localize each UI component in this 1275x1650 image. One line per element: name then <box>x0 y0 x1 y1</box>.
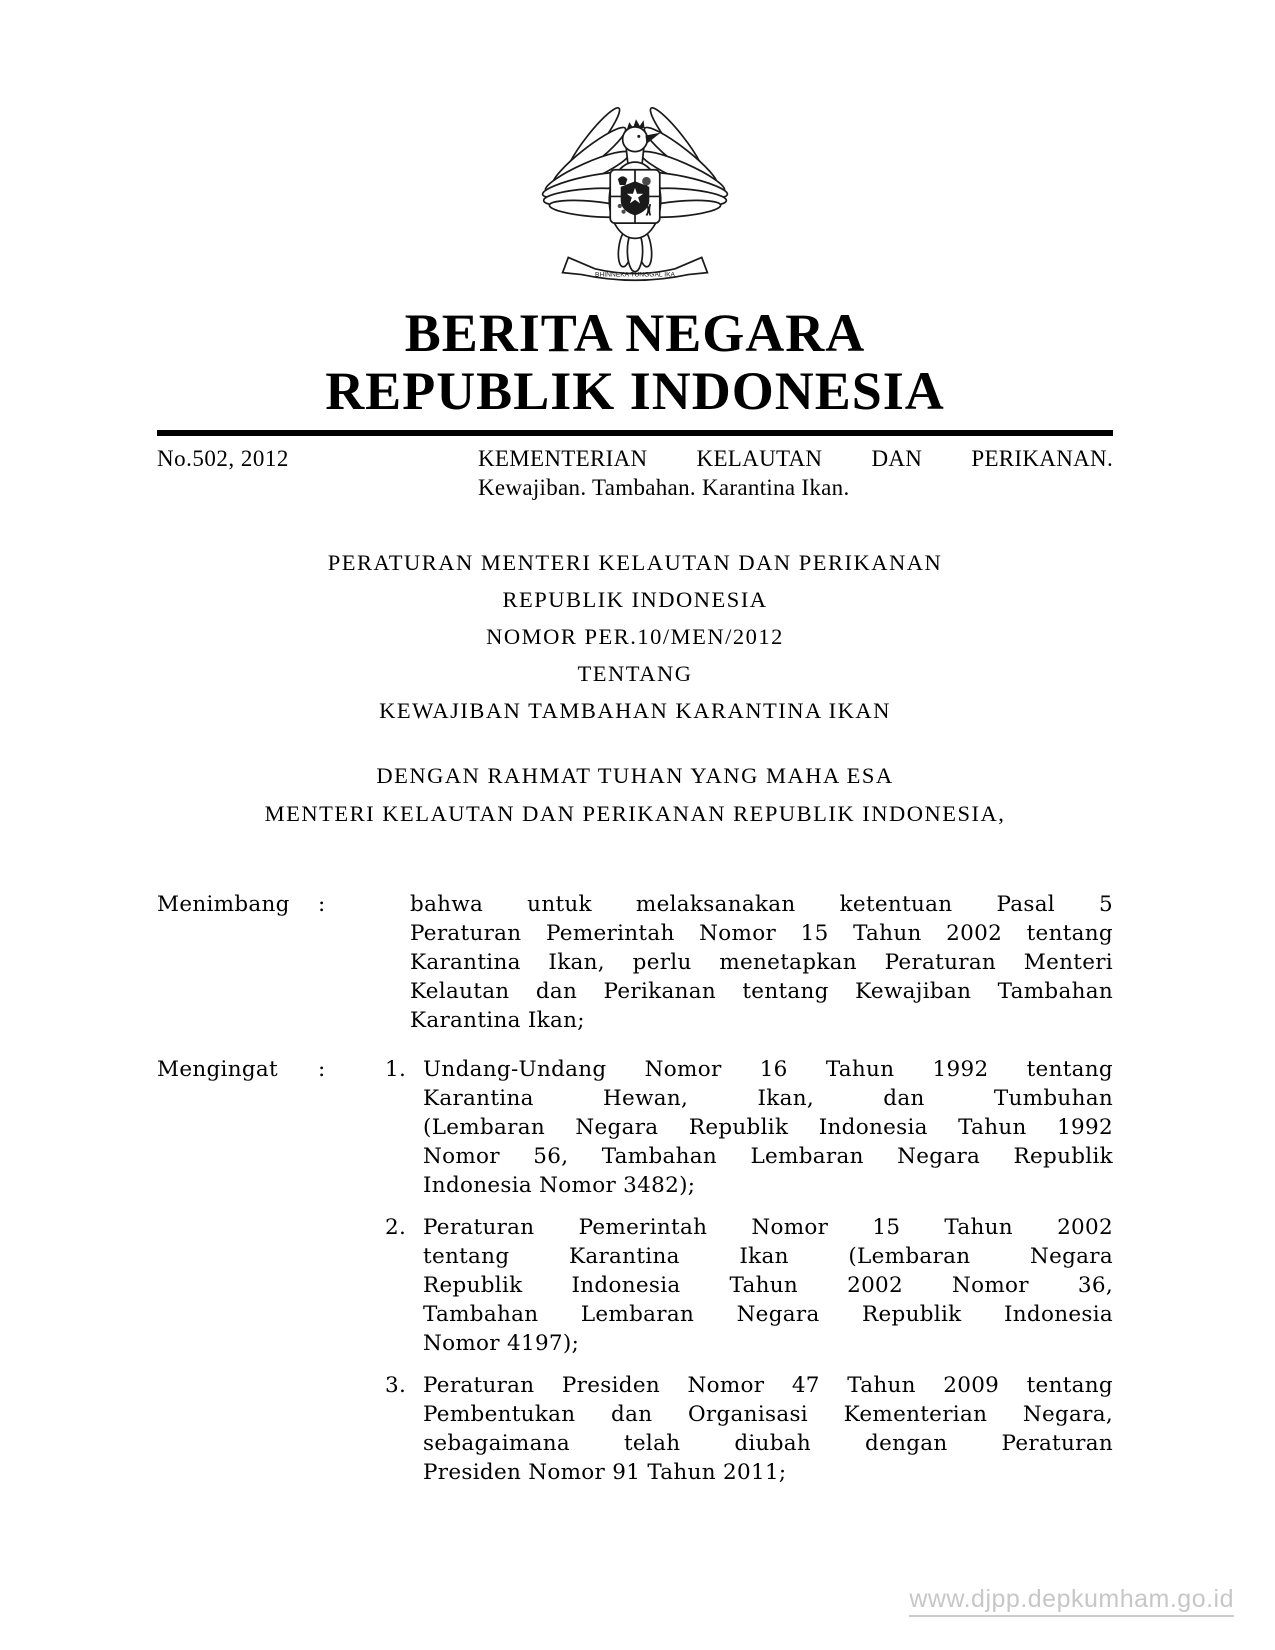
item-line: Presiden Nomor 91 Tahun 2011; <box>423 1460 787 1485</box>
regulation-title <box>157 544 1113 729</box>
mengingat-item-2 <box>385 1213 1113 1358</box>
regulation-number: NOMOR PER.10/MEN/2012 <box>486 624 784 649</box>
menimbang-line: Kelautan dan Perikanan tentang Kewajiban Tambahan <box>410 979 1113 1004</box>
regulation-title-line2: REPUBLIK INDONESIA <box>502 587 768 612</box>
eye <box>637 135 640 138</box>
menimbang-label: Menimbang <box>157 892 290 917</box>
chain-symbol <box>618 204 622 208</box>
motto-text: BHINNEKA TUNGGAL IKA <box>595 271 675 279</box>
item-number: 3. <box>385 1373 407 1398</box>
gazette-subject-line2: Kewajiban. Tambahan. Karantina Ikan. <box>478 475 850 500</box>
item-line: Peraturan Presiden Nomor 47 Tahun 2009 tentang <box>423 1373 1113 1398</box>
watermark-url: www.djpp.depkumham.go.id <box>909 1585 1234 1617</box>
item-line: sebagaimana telah diubah dengan Peraturan <box>423 1431 1113 1456</box>
item-line: Karantina Hewan, Ikan, dan Tumbuhan <box>423 1086 1113 1111</box>
item-number: 1. <box>385 1057 407 1082</box>
clause-menimbang <box>157 890 1113 1035</box>
mengingat-colon: : <box>318 1057 326 1082</box>
preamble <box>157 757 1113 833</box>
masthead-title-line2: REPUBLIK INDONESIA <box>325 361 945 421</box>
gazette-subject-line1: KEMENTERIAN KELAUTAN DAN PERIKANAN. <box>478 446 1113 471</box>
clauses <box>157 890 1113 1487</box>
mengingat-item-3 <box>385 1371 1113 1487</box>
menimbang-body <box>385 890 1113 1035</box>
menimbang-colon: : <box>318 892 326 917</box>
menimbang-line: Karantina Ikan; <box>410 1008 585 1033</box>
menimbang-line: Karantina Ikan, perlu menetapkan Peraturan Menteri <box>410 950 1113 975</box>
item-line: Peraturan Pemerintah Nomor 15 Tahun 2002 <box>423 1215 1113 1240</box>
item-line: Nomor 56, Tambahan Lembaran Negara Republik <box>423 1144 1113 1169</box>
masthead-title <box>157 304 1113 420</box>
menimbang-line: Peraturan Pemerintah Nomor 15 Tahun 2002 tentang <box>410 921 1113 946</box>
item-line: Indonesia Nomor 3482); <box>423 1173 696 1198</box>
regulation-tentang: TENTANG <box>577 661 693 686</box>
emblem-container <box>157 84 1113 286</box>
mengingat-item-1 <box>385 1055 1113 1200</box>
gazette-header-row <box>157 444 1113 502</box>
regulation-subject: KEWAJIBAN TAMBAHAN KARANTINA IKAN <box>379 698 891 723</box>
item-line: Nomor 4197); <box>423 1331 580 1356</box>
menimbang-line: bahwa untuk melaksanakan ketentuan Pasal 5 <box>410 892 1113 917</box>
item-text <box>423 1213 1113 1358</box>
masthead-rule <box>157 430 1113 436</box>
preamble-line1: DENGAN RAHMAT TUHAN YANG MAHA ESA <box>376 763 894 788</box>
masthead-title-line1: BERITA NEGARA <box>404 303 866 363</box>
gazette-number: No.502, 2012 <box>157 446 289 471</box>
page-content <box>157 0 1113 1487</box>
garuda-pancasila-emblem <box>537 84 733 286</box>
item-line: Undang-Undang Nomor 16 Tahun 1992 tentang <box>423 1057 1113 1082</box>
head <box>623 127 648 152</box>
mengingat-label: Mengingat <box>157 1057 278 1082</box>
gazette-subject <box>478 444 1113 502</box>
item-line: (Lembaran Negara Republik Indonesia Tahun 1992 <box>423 1115 1113 1140</box>
banyan-symbol <box>642 177 651 186</box>
item-number: 2. <box>385 1215 407 1240</box>
preamble-line2: MENTERI KELAUTAN DAN PERIKANAN REPUBLIK INDONESIA, <box>264 801 1006 826</box>
clause-mengingat <box>157 1055 1113 1487</box>
item-line: Republik Indonesia Tahun 2002 Nomor 36, <box>423 1273 1113 1298</box>
item-text <box>423 1055 1113 1200</box>
menimbang-paragraph <box>385 890 1113 1035</box>
mengingat-body <box>385 1055 1113 1487</box>
item-text <box>423 1371 1113 1487</box>
item-line: Pembentukan dan Organisasi Kementerian Negara, <box>423 1402 1113 1427</box>
item-line: Tambahan Lembaran Negara Republik Indonesia <box>423 1302 1113 1327</box>
item-line: tentang Karantina Ikan (Lembaran Negara <box>423 1244 1113 1269</box>
regulation-title-line1: PERATURAN MENTERI KELAUTAN DAN PERIKANAN <box>327 550 943 575</box>
